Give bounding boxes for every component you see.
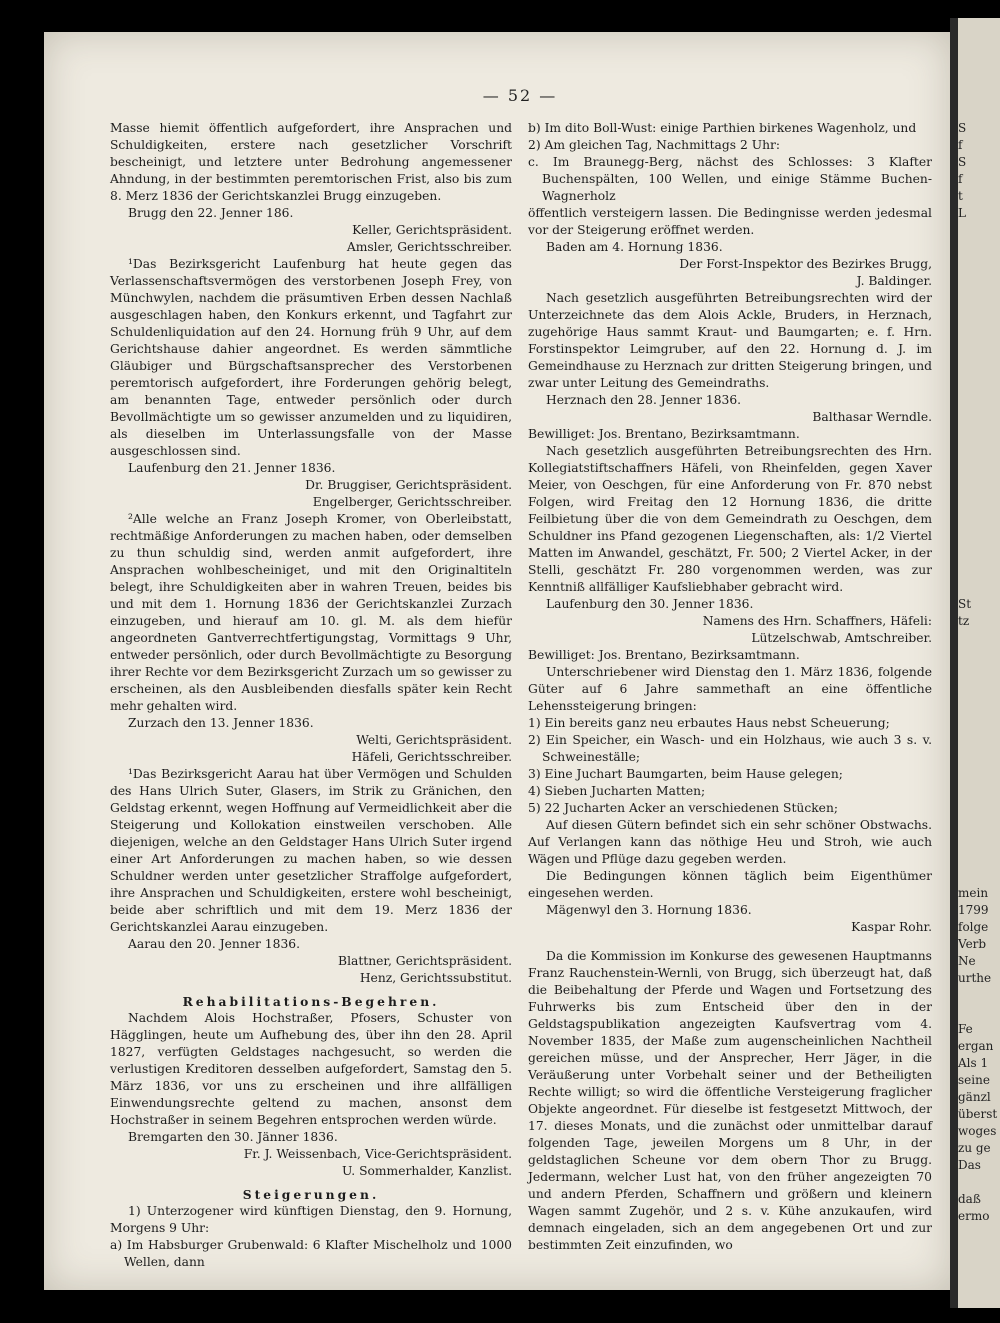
adjacent-page-line [958,375,1000,392]
right-column-paragraph: Nach gesetzlich ausgeführten Betreibungsrechten wird der Unterzeichnete das dem Alois Ackle, Bruders, in Herznach, zugehörige Haus sammt Kraut- und Baumgarten; e. f. Hrn. Forstinspektor Leimgruber, auf den 22. Hornung d. J. im Gemeindhause zu Herznach zur dritten Steigerung bringen, und zwar unter Leitung des Gemeindraths. [528,291,932,390]
adjacent-page-line: f [958,138,963,152]
adjacent-page-line: Ne [958,954,976,968]
adjacent-page-line [958,817,1000,834]
adjacent-page-line [958,868,1000,885]
adjacent-page-line: S [958,121,967,135]
left-column-paragraph: Häfeli, Gerichtsschreiber. [351,750,512,764]
adjacent-page-line [958,409,1000,426]
adjacent-page-line: gänzl [958,1090,991,1104]
left-column-paragraph: Aarau den 20. Jenner 1836. [128,937,301,951]
adjacent-page-line: L [958,206,966,220]
left-column-paragraph: Nachdem Alois Hochstraßer, Pfosers, Schuster von Hägglingen, heute um Aufhebung des, über ihn den 28. April 1827, verfügten Geldstages nachgesucht, so werden die verlustigen Kreditoren desselben aufgefordert, Samstag den 5. März 1836, vor uns zu erscheinen und ihre allfälligen Einwendungsrechte geltend zu machen, ansonst dem Hochstraßer in seinem Begehren entsprochen werden würde. [110,1011,512,1127]
left-column-paragraph: ²Alle welche an Franz Joseph Kromer, von Oberleibstatt, rechtmäßige Anforderungen zu machen haben, oder demselben zu thun schuldig sind, werden anmit aufgefordert, ihre Ansprachen wohlbescheiniget, und mit den Originaltiteln belegt, ihre Schuldigkeiten aber in wahren Treuen, beides bis und mit dem 1. Hornung 1836 der Gerichtskanzlei Zurzach einzugeben, und hierauf am 10. gl. M. als dem hiefür angeordneten Gantverrechtfertigungstag, Vormittags 9 Uhr, entweder persönlich, oder durch Bevollmächtigte zu Besorgung ihrer Rechte vor dem Bezirksgericht Zurzach um so gewisser zu erscheinen, als den Ausbleibenden diesfalls später kein Recht mehr gehalten wird. [110,512,512,713]
adjacent-page-line [958,290,1000,307]
right-column-paragraph: Auf diesen Gütern befindet sich ein sehr schöner Obstwachs. Auf Verlangen kann das nöthige Heu und Stroh, wie auch Wägen und Pflüge dazu gegeben werden. [528,818,932,866]
right-column-paragraph: Lützelschwab, Amtschreiber. [751,631,932,645]
left-column-paragraph: Engelberger, Gerichtsschreiber. [312,495,512,509]
left-column-paragraph: Amsler, Gerichtsschreiber. [346,240,512,254]
adjacent-page-line: zu ge [958,1141,991,1155]
adjacent-page-line: daß [958,1192,981,1206]
right-column-paragraph: Laufenburg den 30. Jenner 1836. [546,597,754,611]
adjacent-page-line [958,426,1000,443]
adjacent-page-line [958,681,1000,698]
adjacent-page-line: Das [958,1158,981,1172]
adjacent-page-line [958,273,1000,290]
right-column-paragraph: 1) Ein bereits ganz neu erbautes Haus nebst Scheuerung; [528,716,890,730]
right-column-paragraph: 2) Ein Speicher, ein Wasch- und ein Holzhaus, wie auch 3 s. v. Schweineställe; [528,733,932,764]
left-column-paragraph: U. Sommerhalder, Kanzlist. [342,1164,512,1178]
adjacent-page-line [958,664,1000,681]
right-column-paragraph: Bewilliget: Jos. Brentano, Bezirksamtmann. [528,648,800,662]
page-number: — 52 — [482,86,558,105]
adjacent-page-line: ergan [958,1039,994,1053]
right-column-paragraph: Kaspar Rohr. [851,920,932,934]
adjacent-page-line: überst [958,1107,998,1121]
adjacent-page-line [958,460,1000,477]
adjacent-page-line [958,698,1000,715]
left-column [110,120,512,1271]
adjacent-page-line [958,443,1000,460]
adjacent-page-line: mein [958,886,989,900]
adjacent-page-line [958,392,1000,409]
left-column-paragraph: Keller, Gerichtspräsident. [352,223,512,237]
right-column-paragraph: Nach gesetzlich ausgeführten Betreibungsrechten des Hrn. Kollegiatstiftschaffners Häfeli, von Rheinfelden, gegen Xaver Meier, von Oeschgen, für eine Anforderung von Fr. 870 nebst Folgen, wird Freitag den 12 Hornung 1836, die dritte Feilbietung über die von dem Gemeindrath zu Oeschgen, dem Schuldner ins Pfand gezogenen Liegenschaften, als: 1/2 Viertel Matten im Anwandel, geschätzt, Fr. 500; 2 Viertel Acker, in der Stelli, geschätzt Fr. 280 vorgenommen werden, was zur Kenntniß allfälliger Kaufsliebhaber gebracht wird. [528,444,932,594]
left-column-paragraph: Henz, Gerichtssubstitut. [359,971,512,985]
left-column-paragraph: Blattner, Gerichtspräsident. [338,954,512,968]
right-column-paragraph: 3) Eine Juchart Baumgarten, beim Hause gelegen; [528,767,843,781]
adjacent-page-line [958,630,1000,647]
adjacent-page-line: S [958,155,967,169]
left-column-paragraph: ¹Das Bezirksgericht Laufenburg hat heute gegen das Verlassenschaftsvermögen des verstorbenen Joseph Frey, von Münchwylen, nachdem die präsumtiven Erben dessen Nachlaß ausgeschlagen haben, den Konkurs erkennt, und Tagfahrt zur Schuldenliquidation auf den 24. Hornung früh 9 Uhr, auf dem Gerichtshause dahier angeordnet. Es werden sämmtliche Gläubiger und Bürgschaftsansprecher des Verstorbenen peremtorisch aufgefordert, ihre Forderungen gehörig belegt, am benannten Tage, entweder persönlich oder durch Bevollmächtigte um so gewisser anzumelden und zu liquidiren, als dieselben im Unterlassungsfalle von der Masse ausgeschlossen sind. [110,257,512,458]
adjacent-page-line [958,749,1000,766]
adjacent-page-line [958,494,1000,511]
adjacent-page-text [958,120,1000,1225]
left-column-paragraph: Rehabilitations-Begehren. [182,994,440,1009]
right-column-paragraph: öffentlich versteigern lassen. Die Bedingnisse werden jedesmal vor der Steigerung eröffnet werden. [528,206,932,237]
adjacent-page-line [958,511,1000,528]
left-column-paragraph: Steigerungen. [242,1187,380,1202]
adjacent-page-line [958,647,1000,664]
adjacent-page-line [958,800,1000,817]
left-column-paragraph: Zurzach den 13. Jenner 1836. [128,716,314,730]
left-column-paragraph: Masse hiemit öffentlich aufgefordert, ihre Ansprachen und Schuldigkeiten, erstere nach gesetzlicher Vorschrift bescheinigt, und letztere unter Bedrohung angemessener Ahndung, in der bestimmten peremtorischen Frist, also bis zum 8. Merz 1836 der Gerichtskanzlei Brugg einzugeben. [110,121,512,203]
adjacent-page-line [958,477,1000,494]
adjacent-page-line [958,715,1000,732]
adjacent-page-line [958,341,1000,358]
right-column-paragraph: 5) 22 Jucharten Acker an verschiedenen Stücken; [528,801,839,815]
adjacent-page-line: Fe [958,1022,973,1036]
left-column-paragraph: Bremgarten den 30. Jänner 1836. [128,1130,338,1144]
adjacent-page-line: urthe [958,971,992,985]
right-column-paragraph: Die Bedingungen können täglich beim Eigenthümer eingesehen werden. [528,869,932,900]
adjacent-page-line: folge [958,920,989,934]
adjacent-page-line: tz [958,614,970,628]
right-column-paragraph: Unterschriebener wird Dienstag den 1. März 1836, folgende Güter auf 6 Jahre sammethaft an eine öffentliche Lehenssteigerung bringen: [528,665,932,713]
right-column-paragraph: Mägenwyl den 3. Hornung 1836. [546,903,752,917]
left-column-paragraph: Laufenburg den 21. Jenner 1836. [128,461,336,475]
binding-gutter [950,18,958,1308]
right-column-paragraph: Baden am 4. Hornung 1836. [546,240,723,254]
adjacent-page-line [958,766,1000,783]
adjacent-page-line [958,545,1000,562]
adjacent-page-line: t [958,189,963,203]
adjacent-page-line [958,239,1000,256]
left-column-paragraph: Dr. Bruggiser, Gerichtspräsident. [305,478,512,492]
right-column-paragraph: Da die Kommission im Konkurse des gewesenen Hauptmanns Franz Rauchenstein-Wernli, von Brugg, sich überzeugt hat, daß die Beibehaltung der Pferde und Wagen und Fortsetzung des Fuhrwerks bis zum Entscheid über den in der Geldstagspublikation angezeigten Kaufsvertrag vom 4. November 1835, der Maße zum augenscheinlichen Nachtheil gereichen müsse, und der Ansprecher, Herr Jäger, in die Veräußerung unter Vorbehalt seiner und der Betheiligten Rechte willigt; so wird die öffentliche Versteigerung fraglicher Objekte angeordnet. Für dieselbe ist festgesetzt Mittwoch, der 17. dieses Monats, und die zunächst oder unmittelbar darauf folgenden Tage, jeweilen Morgens um 8 Uhr, in der geldstaglichen Scheune vor dem obern Thor zu Brugg. Jedermann, welcher Lust hat, von den früher angezeigten 70 und andern Pferden, Schaffnern und größern und kleinern Wagen sammt Zugehör, und 2 s. v. Kühe anzukaufen, wird demnach eingeladen, sich an dem angegebenen Ort und zur bestimmten Zeit einzufinden, wo [528,949,932,1252]
adjacent-page-line [958,987,1000,1004]
adjacent-page-line [958,851,1000,868]
adjacent-page-line: Verb [958,937,987,951]
adjacent-page-line: St [958,597,972,611]
left-column-paragraph: Welti, Gerichtspräsident. [356,733,512,747]
adjacent-page-line: woges [958,1124,997,1138]
adjacent-page-line: 1799 [958,903,989,917]
right-column [528,120,932,1254]
adjacent-page-line [958,528,1000,545]
adjacent-page-line [958,256,1000,273]
adjacent-page-line [958,307,1000,324]
right-column-paragraph: Der Forst-Inspektor des Bezirkes Brugg, [679,257,932,271]
left-column-paragraph: Brugg den 22. Jenner 186. [128,206,294,220]
adjacent-page-line: seine [958,1073,990,1087]
right-column-paragraph: Bewilliget: Jos. Brentano, Bezirksamtmann. [528,427,800,441]
right-column-paragraph: Balthasar Werndle. [812,410,932,424]
adjacent-page-line [958,324,1000,341]
right-column-paragraph: Herznach den 28. Jenner 1836. [546,393,742,407]
left-column-paragraph: 1) Unterzogener wird künftigen Dienstag, den 9. Hornung, Morgens 9 Uhr: [110,1204,512,1235]
right-column-paragraph: 2) Am gleichen Tag, Nachmittags 2 Uhr: [528,138,781,152]
right-column-paragraph: J. Baldinger. [856,274,932,288]
right-column-paragraph: Namens des Hrn. Schaffners, Häfeli: [702,614,932,628]
adjacent-page-line [958,562,1000,579]
adjacent-page-line [958,732,1000,749]
right-column-paragraph: b) Im dito Boll-Wust: einige Parthien birkenes Wagenholz, und [528,121,917,135]
adjacent-page-line: ermo [958,1209,990,1223]
adjacent-page-line [958,1004,1000,1021]
adjacent-page-line [958,1174,1000,1191]
right-column-paragraph: c. Im Braunegg-Berg, nächst des Schlosses: 3 Klafter Buchenspälten, 100 Wellen, und einige Stämme Buchen-Wagnerholz [528,155,932,203]
adjacent-page-line: f [958,172,963,186]
adjacent-page-line: Als 1 [958,1056,989,1070]
right-column-paragraph: 4) Sieben Jucharten Matten; [528,784,706,798]
left-column-paragraph: a) Im Habsburger Grubenwald: 6 Klafter Mischelholz und 1000 Wellen, dann [110,1238,512,1269]
adjacent-page-line [958,358,1000,375]
adjacent-page-line [958,783,1000,800]
adjacent-page-line [958,834,1000,851]
left-column-paragraph: Fr. J. Weissenbach, Vice-Gerichtspräsident. [243,1147,512,1161]
left-column-paragraph: ¹Das Bezirksgericht Aarau hat über Vermögen und Schulden des Hans Ulrich Suter, Glasers, im Strik zu Gränichen, den Geldstag erkennt, wegen Hoffnung auf Vermeidlichkeit aber die Steigerung und Kollokation einstweilen verschoben. Alle diejenigen, welche an den Geldstager Hans Ulrich Suter irgend einer Art Anforderungen zu machen haben, so wie dessen Schuldner werden unter gesetzlicher Straffolge aufgefordert, ihre Ansprachen und Schuldigkeiten, erstere wohl bescheinigt, beide aber schriftlich und mit dem 19. Merz 1836 der Gerichtskanzlei Aarau einzugeben. [110,767,512,934]
adjacent-page-line [958,579,1000,596]
adjacent-page-line [958,222,1000,239]
